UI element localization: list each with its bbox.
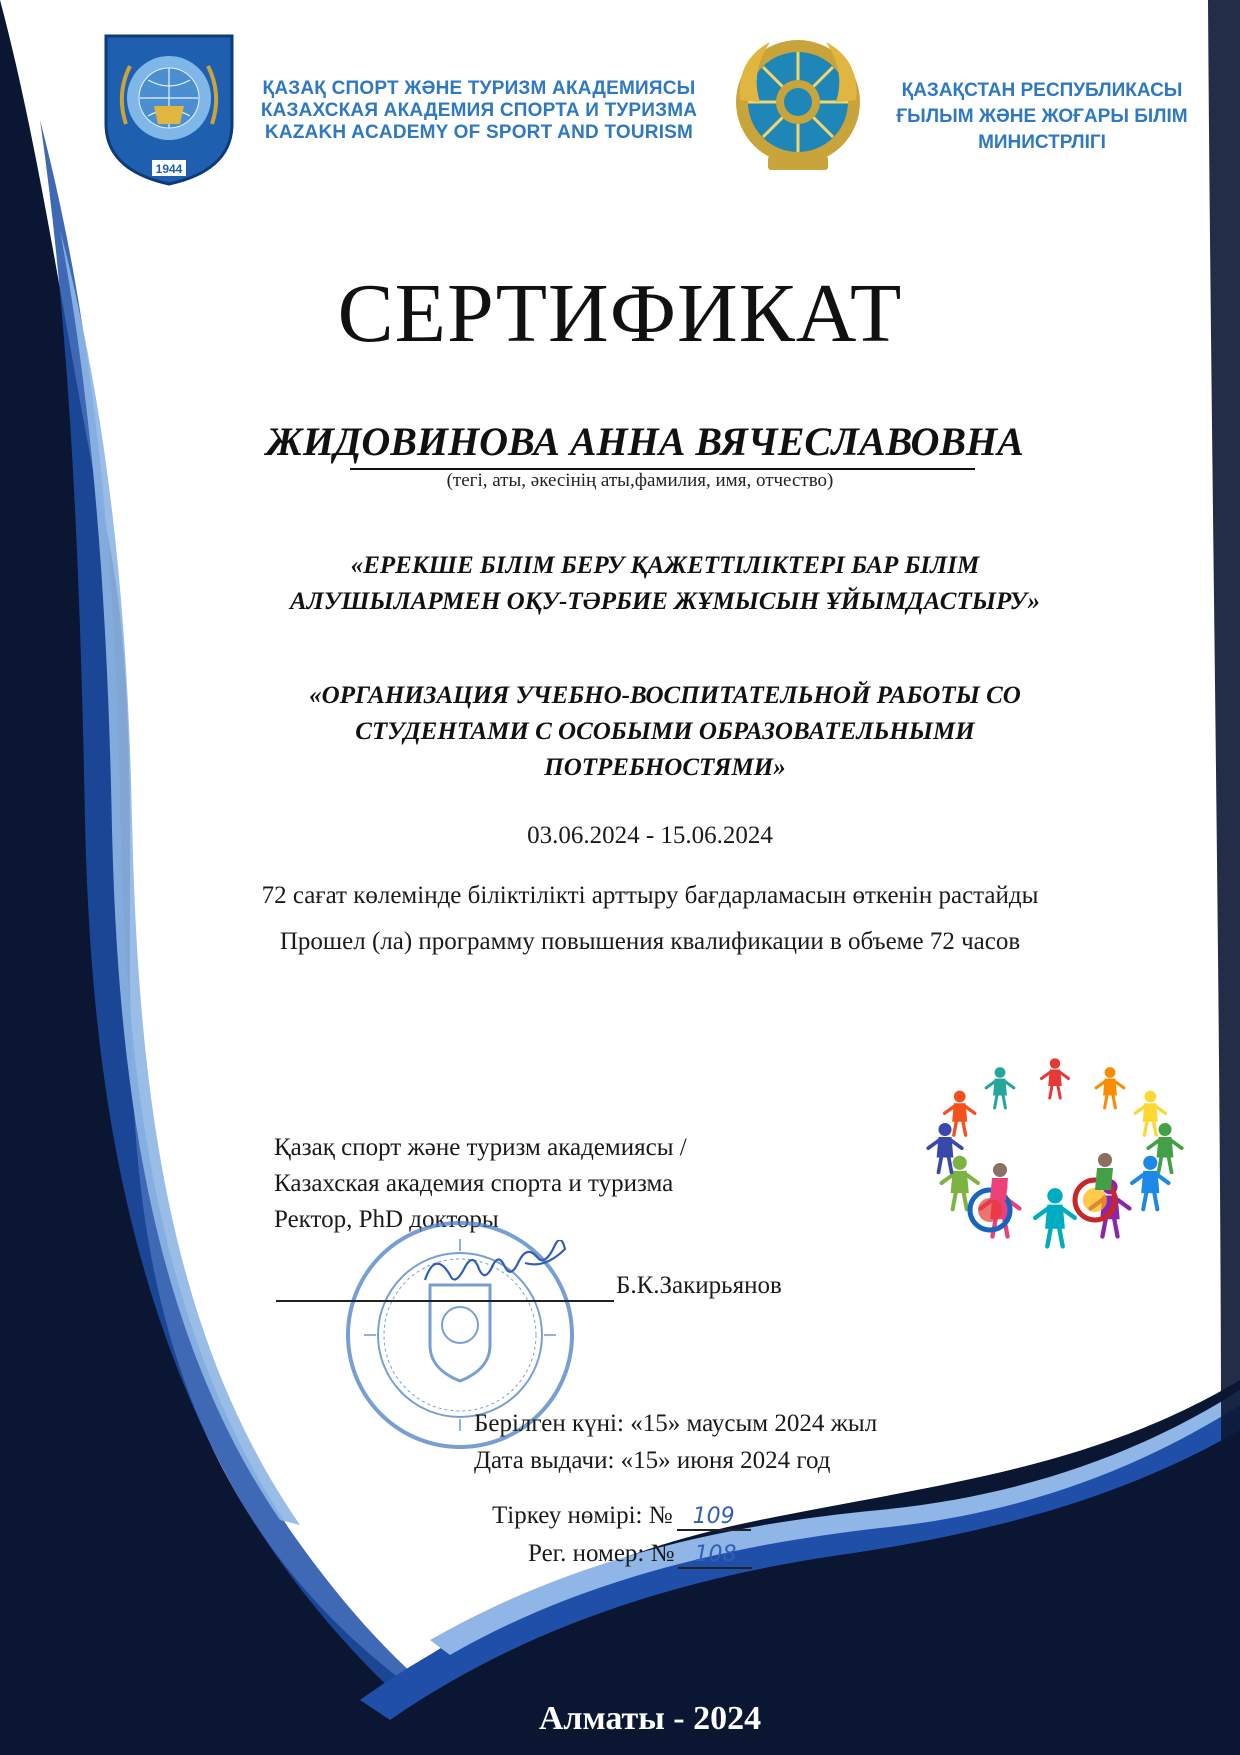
academy-name-en: KAZAKH ACADEMY OF SPORT AND TOURISM bbox=[264, 122, 694, 143]
signer-org-kz: Қазақ спорт және туризм академиясы / bbox=[274, 1134, 687, 1161]
ministry-name-block bbox=[872, 78, 1212, 156]
certificate-title: СЕРТИФИКАТ bbox=[337, 267, 903, 360]
course-title-ru-line-2: СТУДЕНТАМИ С ОСОБЫМИ ОБРАЗОВАТЕЛЬНЫМИ bbox=[355, 718, 975, 745]
child-figure bbox=[986, 1067, 1014, 1108]
handwritten-signature-icon bbox=[420, 1240, 600, 1300]
completion-text-ru: Прошел (ла) программу повышения квалификации в объеме 72 часов bbox=[279, 928, 1021, 955]
ministry-line-2: ҒЫЛЫМ ЖӘНЕ ЖОҒАРЫ БІЛІМ bbox=[896, 106, 1188, 127]
registration-label-kz: Тіркеу нөмірі: № bbox=[492, 1502, 673, 1529]
child-figure bbox=[1132, 1156, 1168, 1210]
signer-name: Б.К.Закирьянов bbox=[616, 1272, 782, 1299]
state-emblem-icon bbox=[728, 30, 868, 180]
registration-ru bbox=[528, 1540, 752, 1569]
course-title-ru bbox=[215, 678, 1115, 786]
issue-date-kz: Берілген күні: «15» маусым 2024 жыл bbox=[474, 1410, 878, 1437]
ministry-line-3: МИНИСТРЛІГІ bbox=[978, 132, 1106, 153]
course-dates: 03.06.2024 - 15.06.2024 bbox=[527, 822, 773, 849]
registration-number-kz: 109 bbox=[677, 1504, 751, 1531]
signer-position: Ректор, PhD докторы bbox=[274, 1206, 499, 1233]
academy-logo-year: 1944 bbox=[155, 162, 183, 176]
recipient-name-caption: (тегі, аты, әкесінің аты,фамилия, имя, отчество) bbox=[446, 470, 834, 491]
issue-date-ru: Дата выдачи: «15» июня 2024 год bbox=[474, 1447, 831, 1474]
signature-line bbox=[276, 1300, 614, 1302]
registration-label-ru: Рег. номер: № bbox=[528, 1540, 675, 1567]
course-title-ru-line-3: ПОТРЕБНОСТЯМИ» bbox=[544, 754, 786, 781]
ministry-line-1: ҚАЗАҚСТАН РЕСПУБЛИКАСЫ bbox=[901, 80, 1183, 101]
recipient-name: ЖИДОВИНОВА АННА ВЯЧЕСЛАВОВНА bbox=[266, 419, 1024, 464]
academy-name-block bbox=[254, 78, 704, 144]
academy-logo-icon bbox=[96, 28, 242, 188]
course-title-kz bbox=[190, 548, 1140, 620]
signer-org-ru: Казахская академия спорта и туризма bbox=[274, 1170, 674, 1197]
footer-city-year: Алматы - 2024 bbox=[538, 1700, 762, 1737]
children-circle-inclusion-icon bbox=[920, 1050, 1190, 1250]
completion-text-kz: 72 сағат көлемінде біліктілікті арттыру бағдарламасын өткенін растайды bbox=[261, 882, 1039, 909]
course-title-ru-line-1: «ОРГАНИЗАЦИЯ УЧЕБНО-ВОСПИТАТЕЛЬНОЙ РАБОТЫ СО bbox=[309, 682, 1021, 709]
academy-name-kz: ҚАЗАҚ СПОРТ ЖӘНЕ ТУРИЗМ АКАДЕМИЯСЫ bbox=[262, 78, 696, 99]
child-figure bbox=[1096, 1067, 1124, 1108]
registration-kz bbox=[492, 1502, 751, 1531]
course-title-kz-line-2: АЛУШЫЛАРМЕН ОҚУ-ТӘРБИЕ ЖҰМЫСЫН ҰЙЫМДАСТЫРУ» bbox=[289, 588, 1041, 615]
registration-number-ru: 108 bbox=[678, 1542, 752, 1569]
course-title-kz-line-1: «ЕРЕКШЕ БІЛІМ БЕРУ ҚАЖЕТТІЛІКТЕРІ БАР БІЛІМ bbox=[350, 552, 980, 579]
child-figure bbox=[1042, 1058, 1069, 1098]
child-figure bbox=[1035, 1188, 1075, 1246]
academy-name-ru: КАЗАХСКАЯ АКАДЕМИЯ СПОРТА И ТУРИЗМА bbox=[260, 100, 698, 121]
